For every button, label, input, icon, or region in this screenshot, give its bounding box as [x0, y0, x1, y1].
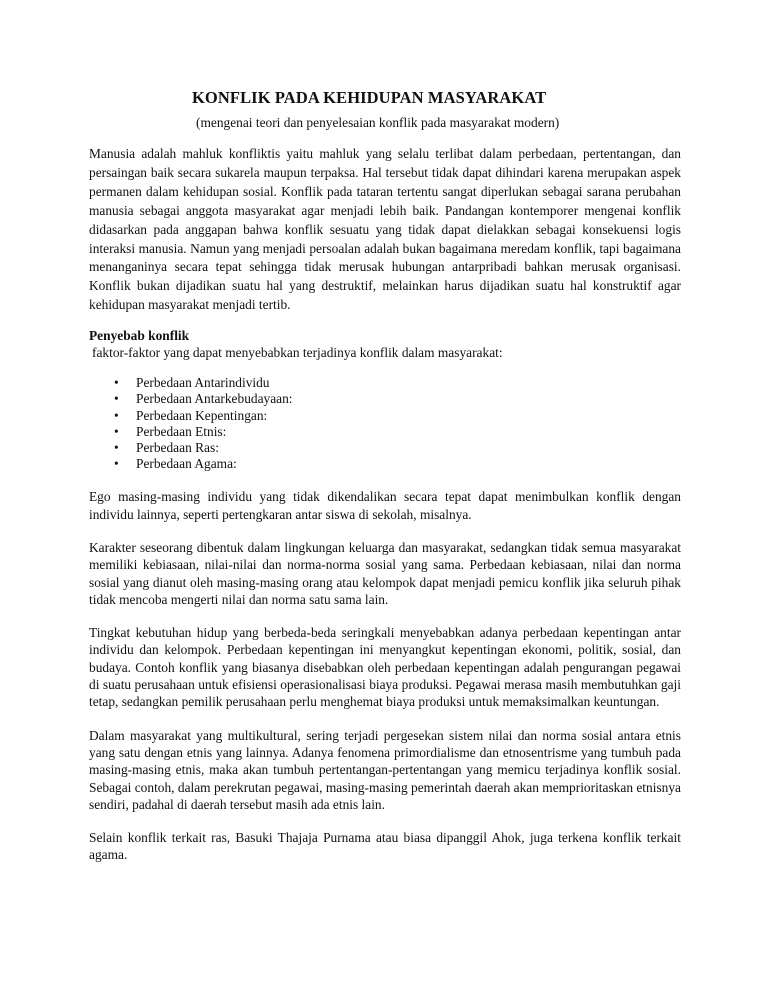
section-lead: faktor-faktor yang dapat menyebabkan terjadinya konflik dalam masyarakat:: [92, 345, 503, 361]
bullet-icon: •: [114, 391, 119, 407]
body-paragraph: Tingkat kebutuhan hidup yang berbeda-beda seringkali menyebabkan adanya perbedaan kepentingan antar individu dan kelompok. Perbedaan kepentingan ini menyangkut kepentingan ekonomi, politik, sosial, dan budaya. Contoh konflik yang biasanya disebabkan oleh perbedaan kepentingan adalah pengurangan pegawai di suatu perusahaan untuk efisiensi operasionalisasi biaya produksi. Pegawai merasa masih membutuhkan gaji tetap, sedangkan pemilik perusahaan perlu menghemat biaya produksi untuk memaksimalkan keuntungan.: [89, 625, 681, 710]
body-paragraph: Dalam masyarakat yang multikultural, sering terjadi pergesekan sistem nilai dan norma sosial antara etnis yang satu dengan etnis yang lainnya. Adanya fenomena primordialisme dan etnosentrisme yang tumbuh pada masing-masing etnis, maka akan tumbuh pertentangan-pertentangan yang memicu terjadinya konflik sosial. Sebagai contoh, dalam perekrutan pegawai, masing-masing pemerintah daerah akan memprioritaskan etnisnya sendiri, padahal di daerah tersebut masih ada etnis lain.: [89, 727, 681, 812]
bullet-icon: •: [114, 407, 119, 423]
list-item-text: Perbedaan Agama:: [136, 456, 237, 472]
list-item-text: Perbedaan Kepentingan:: [136, 407, 268, 423]
bullet-icon: •: [114, 456, 119, 472]
list-item: [89, 424, 681, 440]
list-item: [89, 440, 681, 456]
bullet-icon: •: [114, 423, 119, 439]
body-paragraph: Karakter seseorang dibentuk dalam lingkungan keluarga dan masyarakat, sedangkan tidak semua masyarakat memiliki kebiasaan, nilai-nilai dan norma-norma sosial yang sama. Perbedaan kebiasaan, nilai dan norma sosial yang dianut oleh masing-masing orang atau kelompok dapat menjadi pemicu konflik jika seluruh pihak tidak mencoba mengerti nilai dan norma satu sama lain.: [89, 539, 681, 607]
list-item: [89, 408, 681, 424]
list-item-text: Perbedaan Antarkebudayaan:: [136, 391, 293, 407]
body-paragraph: Ego masing-masing individu yang tidak dikendalikan secara tepat dapat menimbulkan konflik dengan individu lainnya, seperti pertengkaran antar siswa di sekolah, misalnya.: [89, 489, 681, 522]
bullet-icon: •: [114, 375, 119, 391]
body-paragraph: Selain konflik terkait ras, Basuki Thajaja Purnama atau biasa dipanggil Ahok, juga terkena konflik terkait agama.: [89, 830, 681, 863]
bullet-icon: •: [114, 439, 119, 455]
list-item-text: Perbedaan Etnis:: [136, 423, 227, 439]
list-item: [89, 391, 681, 407]
section-heading: Penyebab konflik: [89, 328, 190, 344]
causes-list: [89, 375, 681, 472]
list-item-text: Perbedaan Ras:: [136, 439, 219, 455]
list-item-text: Perbedaan Antarindividu: [136, 375, 270, 391]
document-title: KONFLIK PADA KEHIDUPAN MASYARAKAT: [192, 88, 547, 107]
list-item: [89, 375, 681, 391]
intro-paragraph: Manusia adalah mahluk konfliktis yaitu mahluk yang selalu terlibat dalam perbedaan, pertentangan, dan persaingan baik secara sukarela maupun terpaksa. Hal tersebut tidak dapat dihindari karena merupakan aspek permanen dalam kehidupan sosial. Konflik pada tataran tertentu sangat diperlukan sebagai sarana perubahan manusia sebagai anggota masyarakat agar menjadi lebih baik. Pandangan kontemporer mengenai konflik didasarkan pada anggapan bahwa konflik sesuatu yang tidak dapat dielakkan sebagai konsekuensi logis interaksi manusia. Namun yang menjadi persoalan adalah bukan bagaimana meredam konflik, tapi bagaimana menanganinya secara tepat sehingga tidak merusak hubungan antarpribadi bahkan merusak organisasi. Konflik bukan dijadikan suatu hal yang destruktif, melainkan harus dijadikan suatu hal konstruktif agar kehidupan masyarakat menjadi tertib.: [89, 146, 681, 313]
document-page: [89, 88, 681, 864]
document-subtitle: (mengenai teori dan penyelesaian konflik pada masyarakat modern): [196, 115, 560, 130]
list-item: [89, 456, 681, 472]
